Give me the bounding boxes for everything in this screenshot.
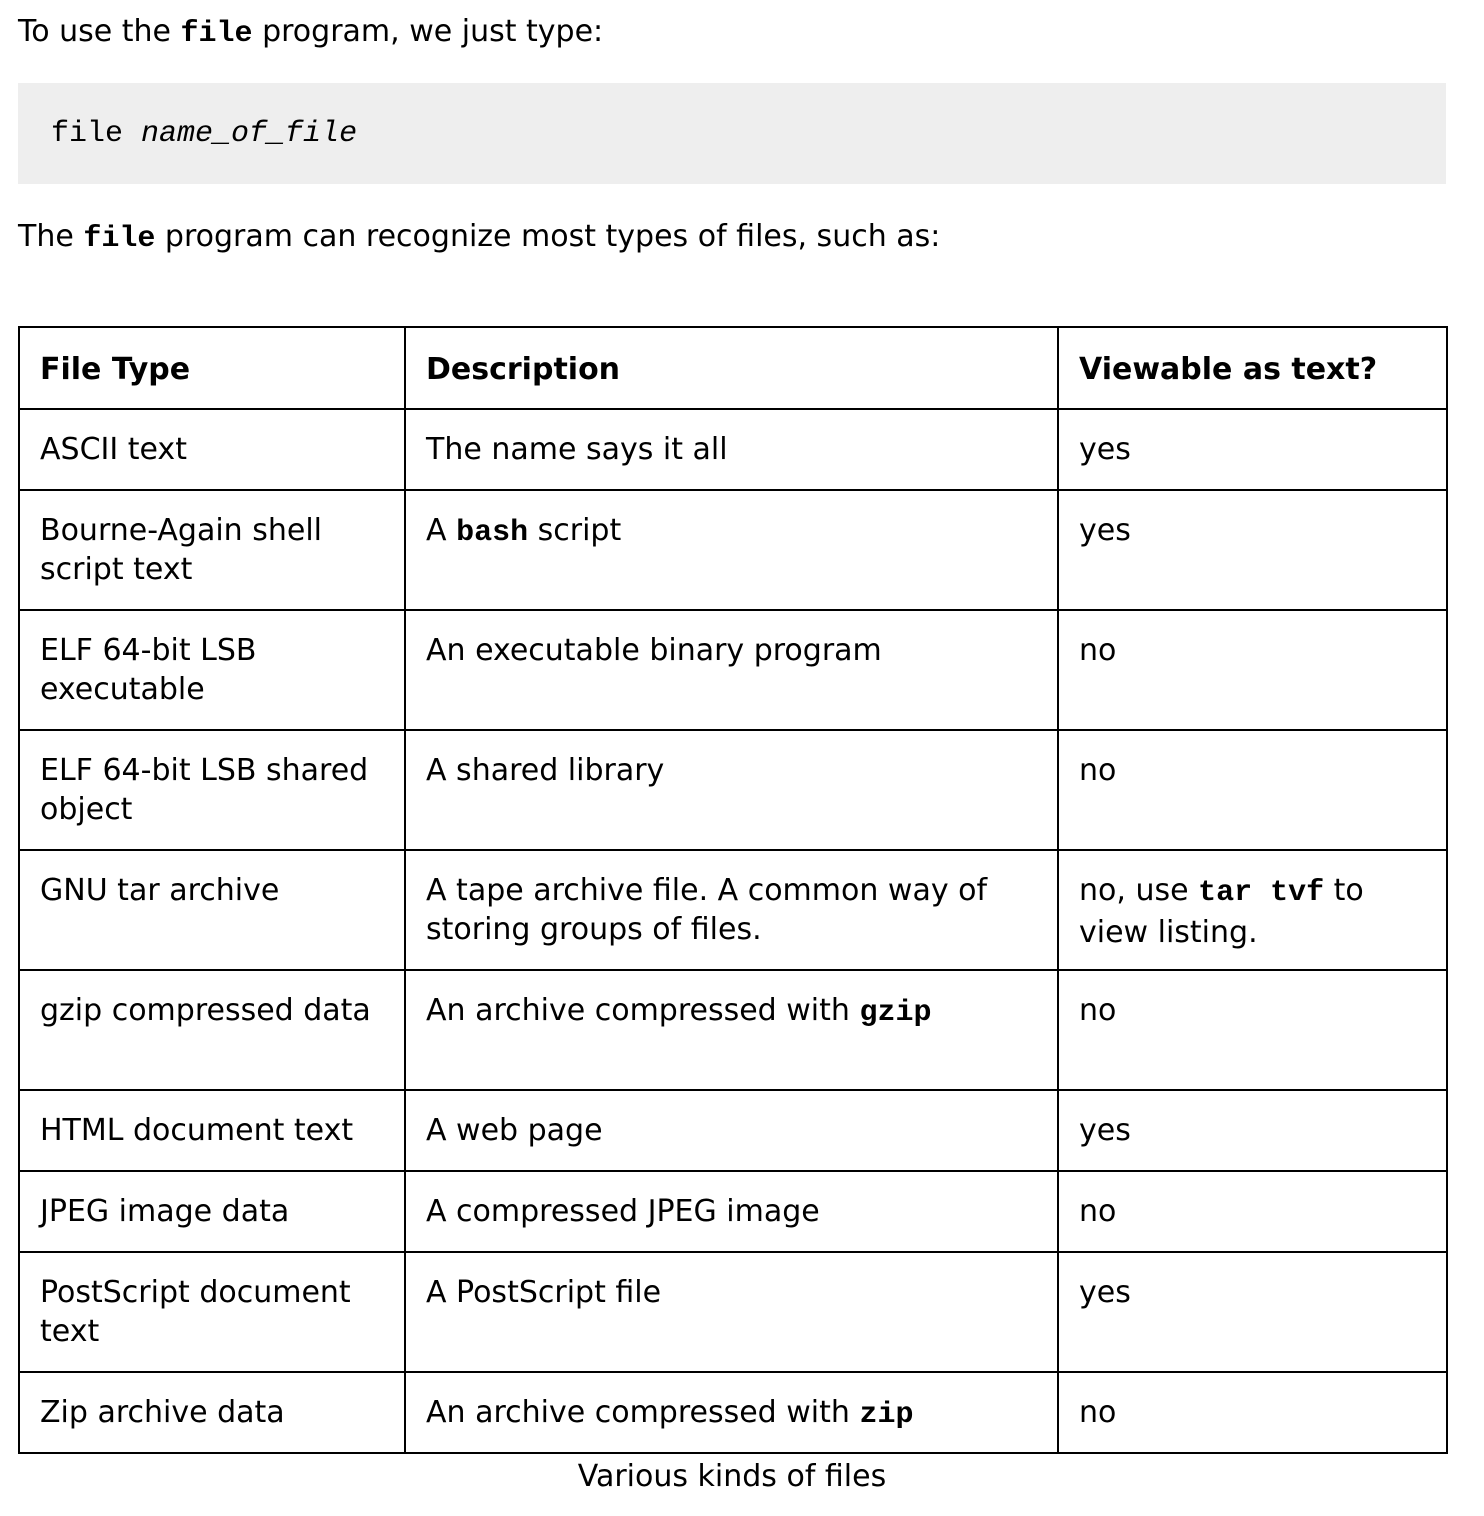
intro-command: file [180,17,253,51]
cell-description: A PostScript file [405,1252,1058,1372]
cell-file-type: GNU tar archive [19,850,405,970]
cell-file-type: JPEG image data [19,1171,405,1252]
cell-description [405,1372,1058,1453]
second-text-after: program can recognize most types of files, such as: [155,219,941,254]
cell-viewable [1058,850,1447,970]
cell-text: script [528,513,622,548]
cell-viewable: yes [1058,1252,1447,1372]
cell-file-type: ELF 64-bit LSB shared object [19,730,405,850]
cell-file-type: ELF 64-bit LSB executable [19,610,405,730]
intro-text-before: To use the [18,14,181,49]
cell-text: no, use [1079,873,1199,908]
table-row [19,610,1447,730]
code-command: file [51,117,124,151]
cell-text: An archive compressed with [426,993,860,1028]
cell-viewable: yes [1058,409,1447,490]
table-row [19,730,1447,850]
table-row [19,970,1447,1090]
cell-text: An archive compressed with [426,1395,860,1430]
cell-code: zip [859,1398,914,1432]
header-viewable: Viewable as text? [1058,327,1447,409]
intro-text-after: program, we just type: [252,14,604,49]
second-text-before: The [18,219,84,254]
cell-viewable: no [1058,970,1447,1090]
cell-file-type: gzip compressed data [19,970,405,1090]
cell-description: A web page [405,1090,1058,1171]
cell-file-type: Bourne-Again shell script text [19,490,405,610]
cell-file-type: HTML document text [19,1090,405,1171]
second-command: file [83,222,156,256]
cell-viewable: no [1058,730,1447,850]
table-row [19,1171,1447,1252]
table-row [19,1372,1447,1453]
cell-file-type: Zip archive data [19,1372,405,1453]
cell-viewable: no [1058,610,1447,730]
cell-description: A shared library [405,730,1058,850]
table-row [19,490,1447,610]
table-caption: Various kinds of files [577,1459,887,1494]
cell-viewable: no [1058,1171,1447,1252]
cell-code: gzip [859,996,932,1030]
cell-code: tar tvf [1198,876,1325,910]
table-row [19,1252,1447,1372]
cell-file-type: PostScript document text [19,1252,405,1372]
cell-description: A tape archive file. A common way of storing groups of files. [405,850,1058,970]
code-block [18,83,1446,184]
second-paragraph [18,217,940,259]
cell-description [405,970,1058,1090]
cell-description: A compressed JPEG image [405,1171,1058,1252]
cell-description: The name says it all [405,409,1058,490]
cell-viewable: no [1058,1372,1447,1453]
file-types-table [18,326,1448,1454]
cell-viewable: yes [1058,490,1447,610]
cell-viewable: yes [1058,1090,1447,1171]
table-row [19,1090,1447,1171]
table-row [19,409,1447,490]
cell-description [405,490,1058,610]
table-header-row [19,327,1447,409]
table-row [19,850,1447,970]
cell-description: An executable binary program [405,610,1058,730]
cell-file-type: ASCII text [19,409,405,490]
header-file-type: File Type [19,327,405,409]
header-description: Description [405,327,1058,409]
cell-text: A [426,513,457,548]
intro-paragraph [18,12,603,54]
cell-code: bash [456,516,529,550]
cell-text: to view listing. [1079,873,1364,950]
code-argument: name_of_file [141,117,358,151]
